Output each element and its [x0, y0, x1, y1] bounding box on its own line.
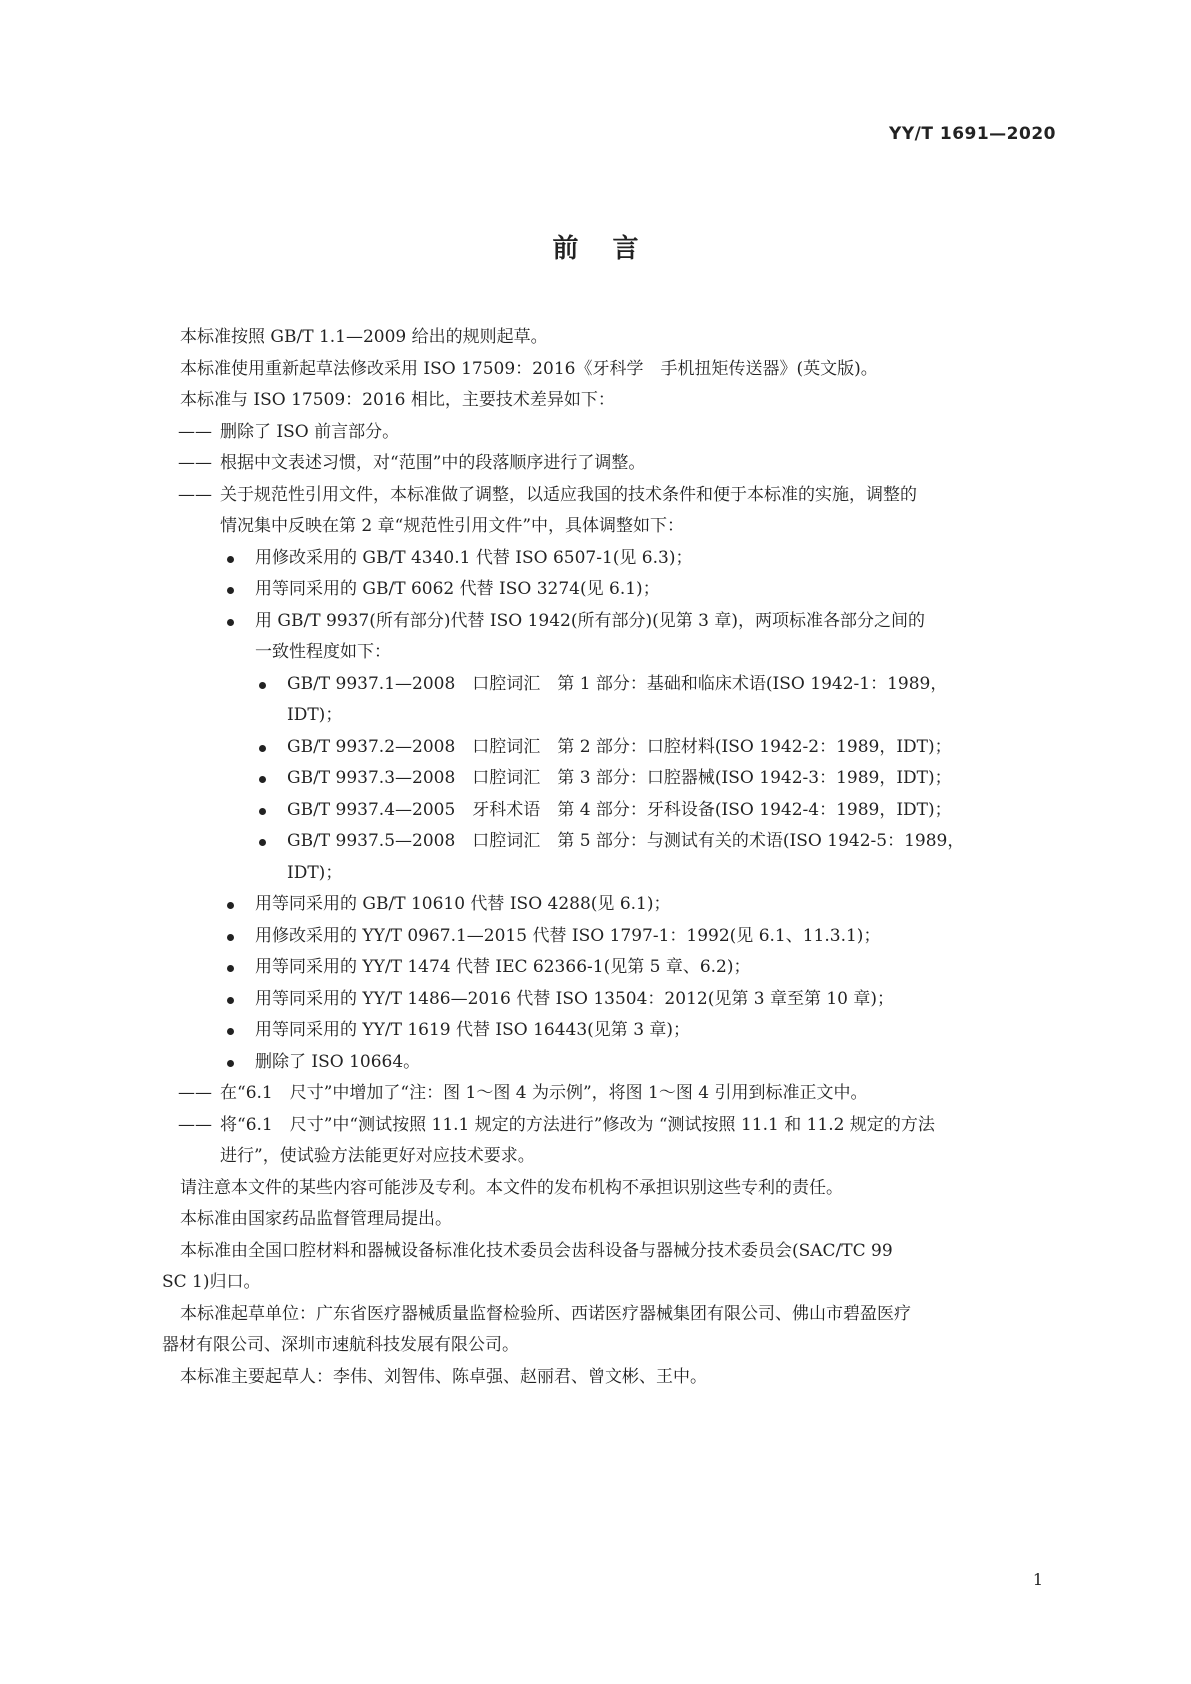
dash-item-text: 关于规范性引用文件，本标准做了调整，以适应我国的技术条件和便于本标准的实施，调整的	[220, 484, 917, 505]
bullet-icon	[227, 934, 234, 941]
paragraph: 本标准主要起草人：李伟、刘智伟、陈卓强、赵丽君、曾文彬、王中。	[180, 1366, 707, 1387]
list-item	[221, 889, 1055, 921]
paragraph-continuation: 器材有限公司、深圳市速航科技发展有限公司。	[162, 1335, 519, 1355]
bullet-icon	[227, 1028, 234, 1035]
dash-item-text: 情况集中反映在第 2 章“规范性引用文件”中，具体调整如下：	[220, 516, 685, 536]
list-item-text: 用等同采用的 YY/T 1474 代替 IEC 62366-1(见第 5 章、6.2)；	[255, 957, 751, 977]
dash-mark: ——	[178, 1114, 212, 1135]
paragraph: 本标准与 ISO 17509：2016 相比，主要技术差异如下：	[180, 390, 615, 410]
list-item-text: 用等同采用的 YY/T 1486—2016 代替 ISO 13504：2012(见第 3 章至第 10 章)；	[255, 988, 895, 1009]
dash-item-text: 进行”，使试验方法能更好对应技术要求。	[220, 1146, 535, 1166]
dash-item-text: 删除了 ISO 前言部分。	[220, 421, 400, 442]
sub-list-item-text: IDT)；	[287, 862, 343, 883]
bullet-icon	[227, 619, 234, 626]
paragraph: 本标准起草单位：广东省医疗器械质量监督检验所、西诺医疗器械集团有限公司、佛山市碧盈医疗	[180, 1303, 911, 1324]
dash-item	[178, 1078, 1055, 1110]
paragraph: 请注意本文件的某些内容可能涉及专利。本文件的发布机构不承担识别这些专利的责任。	[180, 1177, 843, 1198]
list-item	[221, 574, 1055, 606]
dash-mark: ——	[178, 484, 212, 505]
dash-item-text: 将“6.1 尺寸”中“测试按照 11.1 规定的方法进行”修改为 “测试按照 11.1 和 11.2 规定的方法	[220, 1114, 935, 1135]
bullet-icon	[259, 682, 266, 689]
list-item-text: 一致性程度如下：	[255, 642, 391, 662]
paragraph: 本标准按照 GB/T 1.1—2009 给出的规则起草。	[180, 327, 548, 347]
sub-list-item-text: GB/T 9937.5—2008 口腔词汇 第 5 部分：与测试有关的术语(ISO 1942-5：1989，	[287, 831, 965, 851]
bullet-icon	[227, 556, 234, 563]
bullet-icon	[227, 965, 234, 972]
list-item-text: 用 GB/T 9937(所有部分)代替 ISO 1942(所有部分)(见第 3 章)，两项标准各部分之间的	[255, 610, 925, 631]
dash-mark: ——	[178, 421, 212, 442]
dash-mark: ——	[178, 1083, 212, 1103]
list-item-text: 用修改采用的 YY/T 0967.1—2015 代替 ISO 1797-1：1992(见 6.1、11.3.1)；	[255, 925, 881, 946]
dash-item	[178, 417, 1055, 449]
bullet-icon	[259, 745, 266, 752]
list-item	[221, 952, 1055, 984]
page-title: 前言	[552, 234, 673, 264]
bullet-icon	[259, 839, 266, 846]
sub-list-item	[253, 826, 1055, 889]
list-item-text: 用等同采用的 YY/T 1619 代替 ISO 16443(见第 3 章)；	[255, 1020, 691, 1040]
sub-list-item-text: GB/T 9937.1—2008 口腔词汇 第 1 部分：基础和临床术语(ISO 1942-1：1989，	[287, 673, 948, 694]
dash-item-text: 根据中文表述习惯，对“范围”中的段落顺序进行了调整。	[220, 453, 646, 473]
bullet-icon	[227, 902, 234, 909]
sub-list-item	[253, 795, 1055, 827]
list-item-text: 用等同采用的 GB/T 10610 代替 ISO 4288(见 6.1)；	[255, 894, 671, 914]
sub-list-item	[253, 669, 1055, 732]
sub-list-item	[253, 732, 1055, 764]
paragraph-continuation: SC 1)归口。	[162, 1272, 261, 1292]
standard-number: YY/T 1691—2020	[889, 124, 1056, 144]
sub-list-item-text: GB/T 9937.3—2008 口腔词汇 第 3 部分：口腔器械(ISO 1942-3：1989，IDT)；	[287, 768, 952, 788]
dash-item-text: 在“6.1 尺寸”中增加了“注：图 1～图 4 为示例”，将图 1～图 4 引用到标准正文中。	[220, 1083, 868, 1103]
sub-list-item-text: GB/T 9937.4—2005 牙科术语 第 4 部分：牙科设备(ISO 1942-4：1989，IDT)；	[287, 799, 952, 820]
dash-item	[178, 1110, 1055, 1173]
list-item	[221, 984, 1055, 1016]
paragraph: 本标准由全国口腔材料和器械设备标准化技术委员会齿科设备与器械分技术委员会(SAC/TC 99	[180, 1240, 893, 1261]
bullet-icon	[227, 1060, 234, 1067]
list-item	[221, 606, 1055, 669]
paragraph: 本标准使用重新起草法修改采用 ISO 17509：2016《牙科学 手机扭矩传送器》(英文版)。	[180, 358, 878, 379]
list-item-text: 用等同采用的 GB/T 6062 代替 ISO 3274(见 6.1)；	[255, 579, 660, 599]
list-item-text: 删除了 ISO 10664。	[255, 1051, 421, 1072]
sub-list-item-text: GB/T 9937.2—2008 口腔词汇 第 2 部分：口腔材料(ISO 1942-2：1989，IDT)；	[287, 736, 952, 757]
dash-item	[178, 480, 1055, 543]
paragraph: 本标准由国家药品监督管理局提出。	[180, 1209, 452, 1229]
list-item	[221, 1047, 1055, 1079]
list-item	[221, 543, 1055, 575]
document-body	[162, 322, 1055, 1393]
bullet-icon	[259, 776, 266, 783]
dash-mark: ——	[178, 453, 212, 473]
bullet-icon	[227, 997, 234, 1004]
list-item	[221, 1015, 1055, 1047]
page-number: 1	[1032, 1570, 1043, 1589]
bullet-icon	[259, 808, 266, 815]
sub-list-item	[253, 763, 1055, 795]
dash-item	[178, 448, 1055, 480]
bullet-icon	[227, 587, 234, 594]
sub-list-item-text: IDT)；	[287, 705, 343, 725]
list-item-text: 用修改采用的 GB/T 4340.1 代替 ISO 6507-1(见 6.3)；	[255, 547, 693, 568]
list-item	[221, 921, 1055, 953]
